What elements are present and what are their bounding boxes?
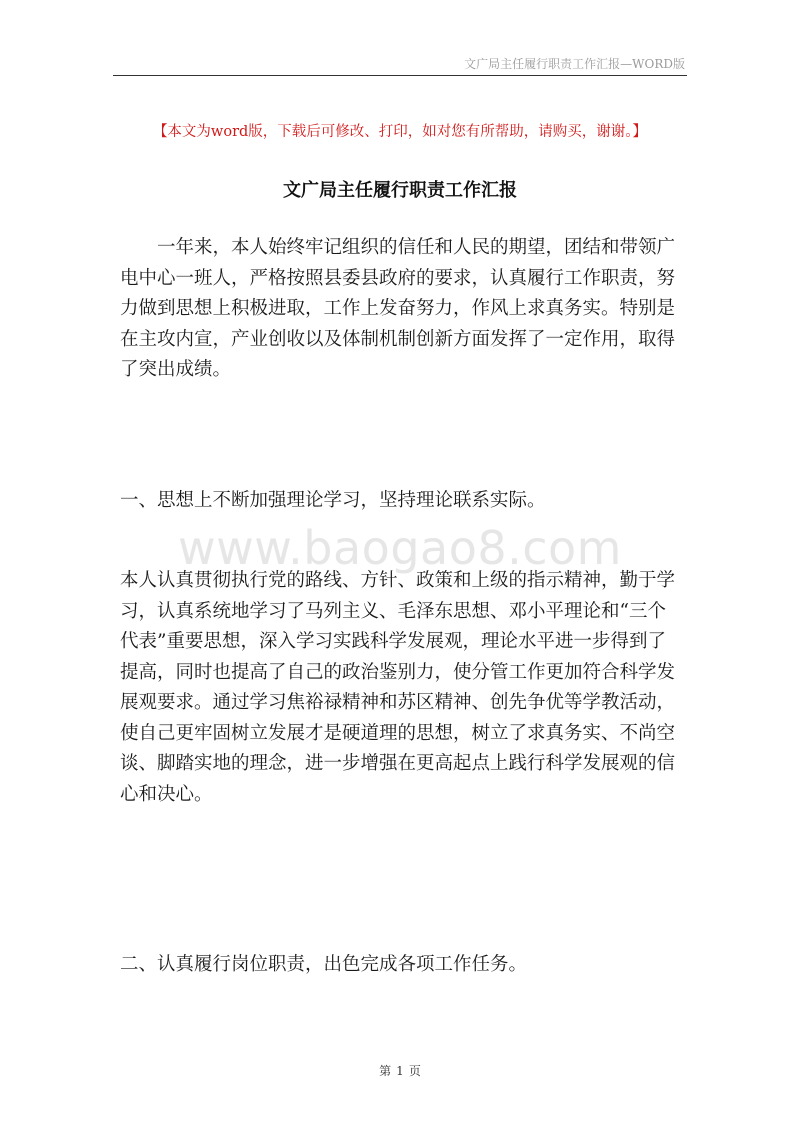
paragraph-line: 力做到思想上积极进取，工作上发奋努力，作风上求真务实。特别是: [120, 298, 676, 319]
site-watermark: www.baogao8.com: [178, 521, 622, 575]
paragraph-line: 心和决心。: [120, 783, 213, 805]
paragraph-line: 电中心一班人，严格按照县委县政府的要求，认真履行工作职责，努: [120, 267, 676, 289]
page-number: 1: [396, 1064, 404, 1078]
section-1-paragraph: [120, 566, 684, 810]
purchase-notice: 【本文为word版，下载后可修改、打印，如对您有所帮助，请购买，谢谢。】: [152, 124, 648, 140]
paragraph-line: 习，认真系统地学习了马列主义、毛泽东思想、邓小平理论和“三个: [120, 600, 666, 622]
paragraph-line: 谈、脚踏实地的理念，进一步增强在更高起点上践行科学发展观的信: [120, 753, 676, 774]
page-label-suffix: 页: [408, 1064, 421, 1078]
page-footer: [0, 1062, 800, 1079]
document-title: 文广局主任履行职责工作汇报: [283, 180, 517, 201]
section-1-heading: 一、思想上不断加强理论学习，坚持理论联系实际。: [120, 490, 546, 511]
page-label-prefix: 第: [379, 1064, 392, 1078]
paragraph-line: 使自己更牢固树立发展才是硬道理的思想，树立了求真务实、不尚空: [120, 722, 676, 744]
paragraph-line: 在主攻内宣，产业创收以及体制机制创新方面发挥了一定作用，取得: [120, 328, 676, 350]
intro-paragraph: [120, 233, 684, 386]
paragraph-line: 了突出成绩。: [120, 359, 232, 380]
paragraph-line: 展观要求。通过学习焦裕禄精神和苏区精神、创先争优等学教活动，: [120, 692, 676, 713]
paragraph-line: 代表”重要思想，深入学习实践科学发展观，理论水平进一步得到了: [120, 631, 666, 652]
paragraph-line: 提高，同时也提高了自己的政治鉴别力，使分管工作更加符合科学发: [120, 661, 676, 683]
running-header: 文广局主任履行职责工作汇报—WORD版: [464, 57, 685, 71]
section-2-heading: 二、认真履行岗位职责，出色完成各项工作任务。: [120, 954, 528, 975]
paragraph-line: 一年来，本人始终牢记组织的信任和人民的期望，团结和带领广: [120, 237, 676, 258]
header-divider: [113, 75, 687, 76]
paragraph-line: 本人认真贯彻执行党的路线、方针、政策和上级的指示精神，勤于学: [120, 570, 676, 591]
